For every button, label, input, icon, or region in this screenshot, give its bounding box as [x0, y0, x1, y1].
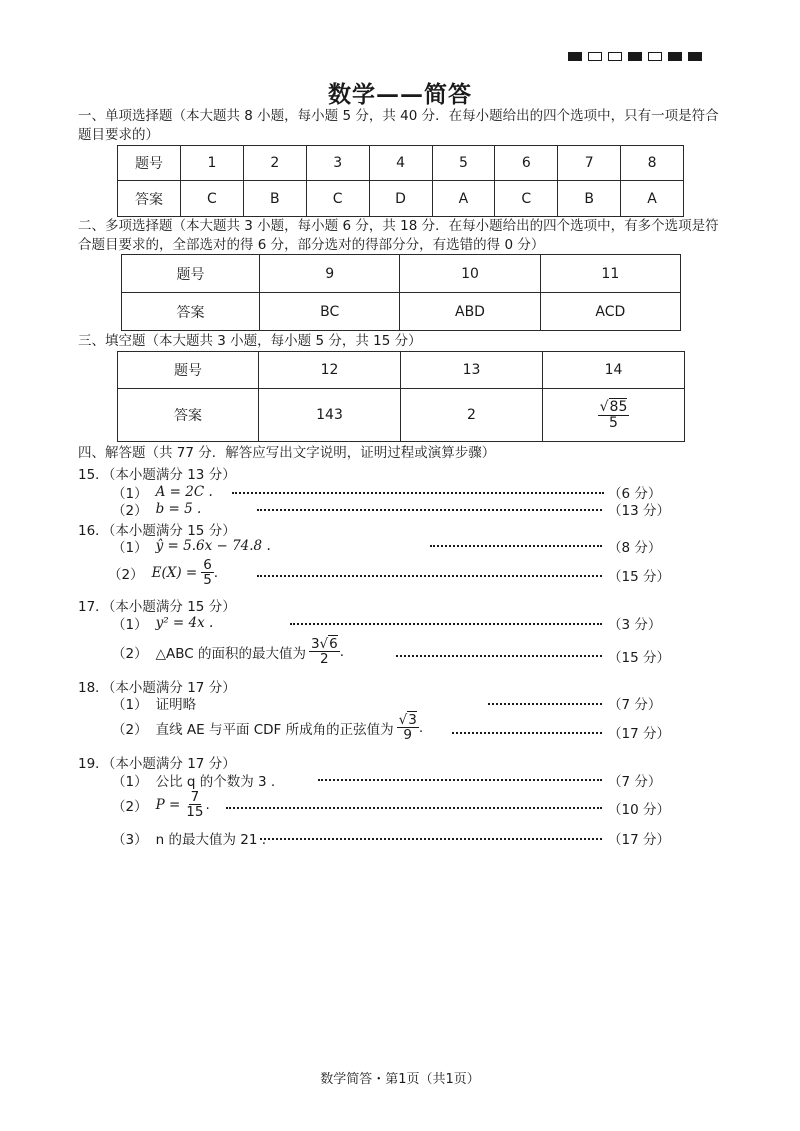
- fraction: $\frac{√3}{9}$: [398, 712, 417, 744]
- score-label: （17 分）: [608, 726, 670, 742]
- answer-expression: E(X) =: [151, 564, 198, 581]
- answer-item: （1） y² = 4x .: [112, 615, 214, 633]
- dot-leader: [257, 573, 602, 577]
- table-cell: 143: [259, 389, 401, 442]
- table-row: [118, 181, 684, 217]
- table-cell: 7: [558, 146, 621, 181]
- fraction: $\frac{6}{5}$: [203, 557, 212, 589]
- table-cell: A: [432, 181, 495, 217]
- row-label: 答案: [118, 389, 259, 442]
- row-label: 题号: [118, 146, 181, 181]
- score-label: （17 分）: [608, 832, 670, 848]
- table-cell: 5: [432, 146, 495, 181]
- score-label: （3 分）: [608, 617, 662, 633]
- table-row: [118, 146, 684, 181]
- mark-block: [648, 52, 662, 61]
- answer-item: （2） 直线 AE 与平面 CDF 所成角的正弦值为 $\frac{√3}{9}$ .: [112, 712, 424, 744]
- score-label: （8 分）: [608, 540, 662, 556]
- answer-item: （2） E(X) = $\frac{6}{5}$ .: [108, 557, 219, 589]
- mark-block: [568, 52, 582, 61]
- table-cell: C: [181, 181, 244, 217]
- score-label: （15 分）: [608, 650, 670, 666]
- table-row: [122, 293, 681, 331]
- row-label: 题号: [118, 352, 259, 389]
- question-19-heading: 19．（本小题满分 17 分）: [78, 756, 236, 772]
- answer-item: （1） ŷ = 5.6x − 74.8 .: [112, 538, 271, 556]
- table-cell: D: [369, 181, 432, 217]
- table-cell: 3: [306, 146, 369, 181]
- table-cell: 13: [401, 352, 543, 389]
- table-cell: ABD: [400, 293, 540, 331]
- answer-item: （1） A = 2C .: [112, 484, 213, 502]
- table-cell: B: [558, 181, 621, 217]
- question-18-heading: 18．（本小题满分 17 分）: [78, 680, 236, 696]
- question-15-heading: 15．（本小题满分 13 分）: [78, 467, 236, 483]
- mark-block: [588, 52, 602, 61]
- table-cell: 14: [543, 352, 685, 389]
- table-cell: 1: [181, 146, 244, 181]
- score-label: （7 分）: [608, 697, 662, 713]
- table-cell: 12: [259, 352, 401, 389]
- mark-block: [688, 52, 702, 61]
- table-cell: 8: [621, 146, 684, 181]
- table-cell: C: [495, 181, 558, 217]
- answer-expression: A = 2C .: [155, 484, 213, 500]
- dot-leader: [290, 621, 602, 625]
- table-cell: B: [243, 181, 306, 217]
- answer-expression: △ABC 的面积的最大值为: [155, 645, 306, 662]
- answer-expression: b = 5 .: [155, 501, 202, 517]
- dot-leader: [232, 490, 604, 494]
- mark-block: [628, 52, 642, 61]
- section4-heading: 四、解答题（共 77 分．解答应写出文字说明，证明过程或演算步骤）: [78, 445, 496, 461]
- page-footer: 数学简答・第1页（共1页）: [320, 1072, 480, 1087]
- answer-expression: n 的最大值为 21 .: [155, 832, 266, 848]
- answer-expression: P =: [155, 796, 181, 813]
- dot-leader: [257, 507, 602, 511]
- answer-expression: 公比 q 的个数为 3 .: [155, 774, 276, 790]
- table-cell: 2: [401, 389, 543, 442]
- table-cell: 10: [400, 255, 540, 293]
- answer-item: （2） △ABC 的面积的最大值为 $\frac{3√6}{2}$ .: [112, 636, 345, 668]
- table-cell: [543, 389, 685, 442]
- mark-block: [608, 52, 622, 61]
- answer-item: （3） n 的最大值为 21 .: [112, 828, 266, 848]
- dot-leader: [226, 805, 602, 809]
- table-cell: 11: [540, 255, 680, 293]
- dot-leader: [260, 836, 602, 840]
- dot-leader: [452, 730, 602, 734]
- score-label: （6 分）: [608, 486, 662, 502]
- table-cell: BC: [260, 293, 400, 331]
- dot-leader: [488, 701, 602, 705]
- answer-expression: 直线 AE 与平面 CDF 所成角的正弦值为: [155, 721, 394, 738]
- page-title: 数学——简答: [328, 81, 472, 108]
- denominator: 5: [609, 414, 618, 431]
- section2-heading: 二、多项选择题（本大题共 3 小题，每小题 6 分，共 18 分．在每小题给出的四个选项中，有多个选项是符合题目要求的，全部选对的得 6 分，部分选对的得部分分，有选错的得 0 分）: [78, 218, 719, 253]
- answer-item: （1） 证明略: [112, 693, 196, 713]
- score-label: （10 分）: [608, 802, 670, 818]
- answer-item: （1） 公比 q 的个数为 3 .: [112, 770, 275, 790]
- fraction: $\frac{√85}{5}$: [599, 398, 628, 431]
- table-cell: C: [306, 181, 369, 217]
- table-cell: 2: [243, 146, 306, 181]
- answer-item: （2） P = $\frac{7}{15}$ .: [112, 789, 210, 821]
- question-17-heading: 17．（本小题满分 15 分）: [78, 599, 236, 615]
- mark-block: [668, 52, 682, 61]
- answer-expression: 证明略: [155, 697, 197, 713]
- answer-item: （2） b = 5 .: [112, 501, 202, 519]
- section1-table: [117, 145, 684, 217]
- table-row: [118, 389, 685, 442]
- row-label: 答案: [122, 293, 260, 331]
- table-cell: ACD: [540, 293, 680, 331]
- fraction: $\frac{7}{15}$: [186, 789, 204, 821]
- section3-table: [117, 351, 685, 442]
- score-label: （7 分）: [608, 774, 662, 790]
- answer-expression: ŷ = 5.6x − 74.8 .: [155, 538, 271, 554]
- fraction: $\frac{3√6}{2}$: [310, 636, 338, 668]
- dot-leader: [396, 653, 602, 657]
- section1-heading: 一、单项选择题（本大题共 8 小题，每小题 5 分，共 40 分．在每小题给出的四个选项中，只有一项是符合题目要求的）: [78, 108, 719, 143]
- table-cell: 9: [260, 255, 400, 293]
- table-cell: 6: [495, 146, 558, 181]
- corner-registration-marks: [568, 52, 702, 61]
- table-cell: 4: [369, 146, 432, 181]
- answer-expression: y² = 4x .: [155, 615, 214, 631]
- score-label: （13 分）: [608, 503, 670, 519]
- question-16-heading: 16．（本小题满分 15 分）: [78, 523, 236, 539]
- section3-heading: 三、填空题（本大题共 3 小题，每小题 5 分，共 15 分）: [78, 333, 422, 349]
- section2-table: [121, 254, 681, 331]
- score-label: （15 分）: [608, 569, 670, 585]
- table-row: [118, 352, 685, 389]
- table-row: [122, 255, 681, 293]
- dot-leader: [430, 543, 602, 547]
- radicand: 85: [609, 398, 628, 415]
- row-label: 答案: [118, 181, 181, 217]
- row-label: 题号: [122, 255, 260, 293]
- table-cell: A: [621, 181, 684, 217]
- dot-leader: [318, 777, 602, 781]
